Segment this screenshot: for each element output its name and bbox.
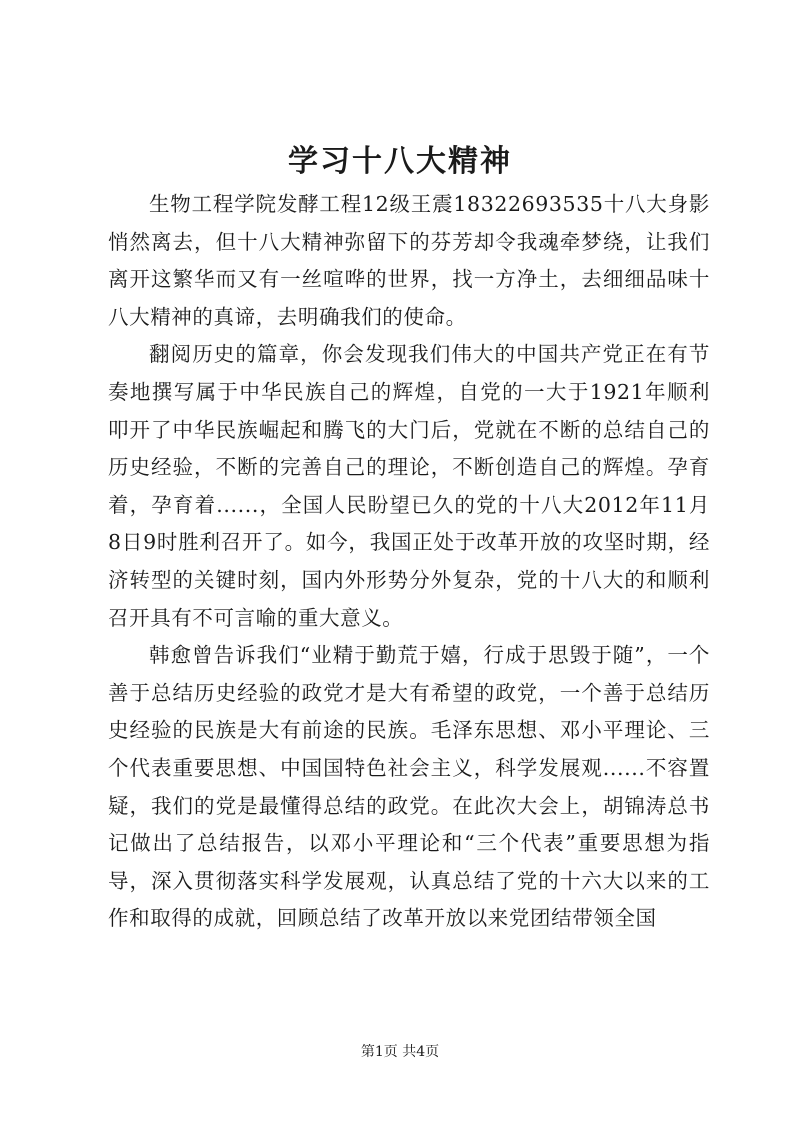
paragraph-3: 韩愈曾告诉我们“业精于勤荒于嬉，行成于思毁于随”，一个善于总结历史经验的政党才是大有希望的政党，一个善于总结历史经验的民族是大有前途的民族。毛泽东思想、邓小平理论、三个代表重要思想、中国国特色社会主义，科学发展观......不容置疑，我们的党是最懂得总结的政党。在此次大会上，胡锦涛总书记做出了总结报告，以邓小平理论和“三个代表”重要思想为指导，深入贯彻落实科学发展观，认真总结了党的十六大以来的工作和取得的成就，回顾总结了改革开放以来党团结带领全国 (108, 643, 710, 931)
document-title: 学习十八大精神 (288, 144, 512, 179)
paragraph-1: 生物工程学院发酵工程12级王震18322693535十八大身影悄然离去，但十八大精神弥留下的芬芳却令我魂牵梦绕，让我们离开这繁华而又有一丝喧哗的世界，找一方净土，去细细品味十八大精神的真谛，去明确我们的使命。 (108, 192, 710, 329)
paragraph-2: 翻阅历史的篇章，你会发现我们伟大的中国共产党正在有节奏地撰写属于中华民族自己的辉煌，自党的一大于1921年顺利叩开了中华民族崛起和腾飞的大门后，党就在不断的总结自己的历史经验，不断的完善自己的理论，不断创造自己的辉煌。孕育着，孕育着......，全国人民盼望已久的党的十八大2012年11月8日9时胜利召开了。如今，我国正处于改革开放的攻坚时期，经济转型的关键时刻，国内外形势分外复杂，党的十八大的和顺利召开具有不可言喻的重大意义。 (108, 342, 710, 630)
document-body (108, 186, 710, 938)
page-footer: 第1页 共4页 (360, 1044, 440, 1060)
